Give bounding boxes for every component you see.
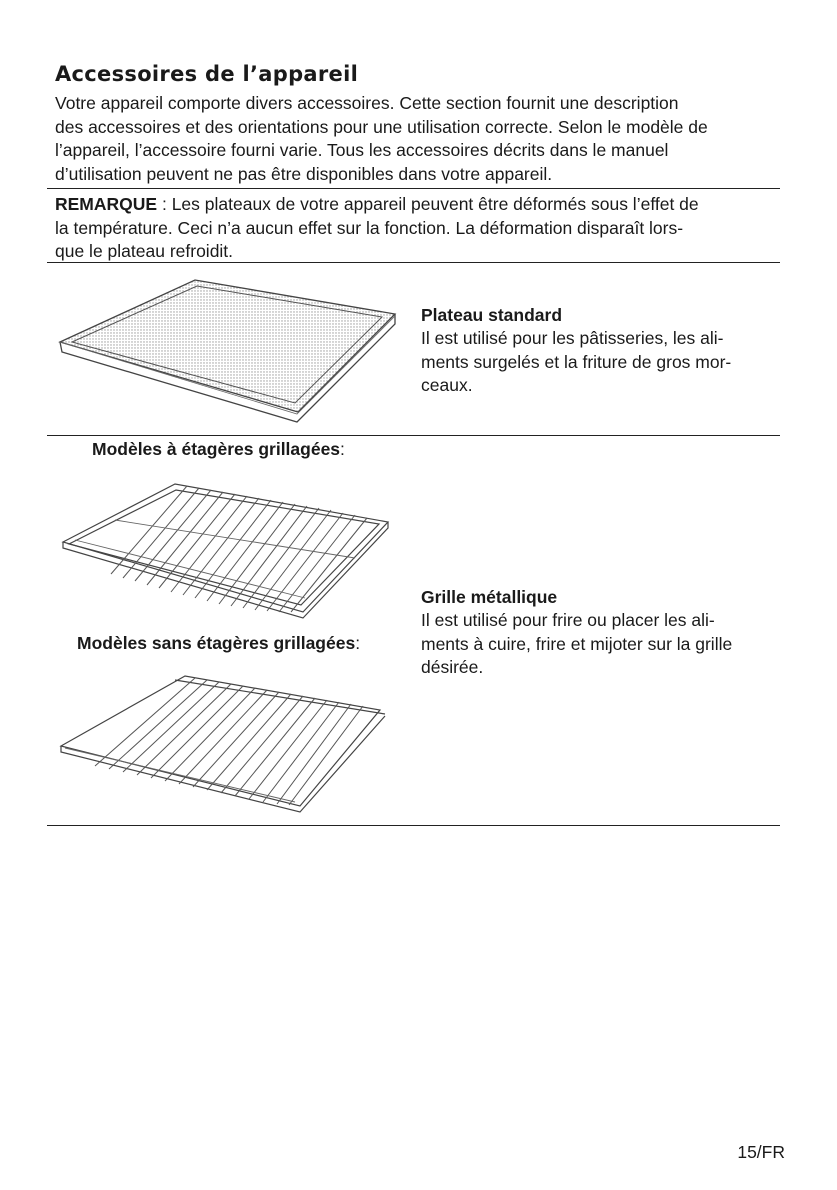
- page-number: 15/FR: [737, 1142, 785, 1162]
- note-label: REMARQUE: [55, 194, 158, 214]
- desc-line: ments surgelés et la friture de gros mor-: [421, 351, 732, 372]
- divider: [47, 262, 780, 263]
- baking-tray-illustration: [50, 272, 400, 424]
- note-line: la température. Ceci n’a aucun effet sur la fonction. La déformation disparaît lors-: [55, 217, 684, 238]
- desc-line: ments à cuire, frire et mijoter sur la grille: [421, 633, 733, 654]
- intro-line: Votre appareil comporte divers accessoires. Cette section fournit une description: [55, 93, 679, 113]
- desc-line: Il est utilisé pour frire ou placer les ali-: [421, 610, 715, 630]
- intro-line: d’utilisation peuvent ne pas être disponibles dans votre appareil.: [55, 163, 553, 184]
- wire-grid-without-racks-illustration: [55, 668, 395, 813]
- intro-paragraph: [55, 92, 785, 186]
- colon: :: [355, 633, 361, 653]
- without-racks-text: Modèles sans étagères grillagées: [77, 633, 356, 653]
- grid-description: [421, 609, 781, 680]
- divider: [47, 825, 780, 826]
- note-line-1: [55, 193, 780, 217]
- note-line: que le plateau refroidit.: [55, 241, 234, 261]
- tray-title: Plateau standard: [421, 305, 563, 325]
- without-racks-label: [77, 633, 360, 654]
- desc-line: désirée.: [421, 657, 484, 677]
- divider: [47, 188, 780, 189]
- divider: [47, 435, 780, 436]
- intro-line: l’appareil, l’accessoire fourni varie. Tous les accessoires décrits dans le manuel: [55, 140, 669, 160]
- intro-line: des accessoires et des orientations pour une utilisation correcte. Selon le modèle de: [55, 116, 708, 137]
- grid-text: [421, 586, 781, 680]
- tray-text: [421, 304, 781, 398]
- colon: :: [340, 439, 345, 459]
- note-separator: :: [157, 194, 172, 214]
- grid-title: Grille métallique: [421, 587, 558, 607]
- with-racks-text: Modèles à étagères grillagées: [92, 439, 341, 459]
- with-racks-label: [92, 439, 345, 460]
- desc-line: ceaux.: [421, 375, 473, 395]
- desc-line: Il est utilisé pour les pâtisseries, les ali-: [421, 328, 724, 348]
- note-text: Les plateaux de votre appareil peuvent être déformés sous l’effet de: [171, 194, 699, 214]
- section-title: Accessoires de l’appareil: [55, 62, 359, 86]
- note-block: [55, 193, 780, 264]
- tray-description: [421, 327, 781, 398]
- wire-grid-with-racks-illustration: [55, 470, 395, 620]
